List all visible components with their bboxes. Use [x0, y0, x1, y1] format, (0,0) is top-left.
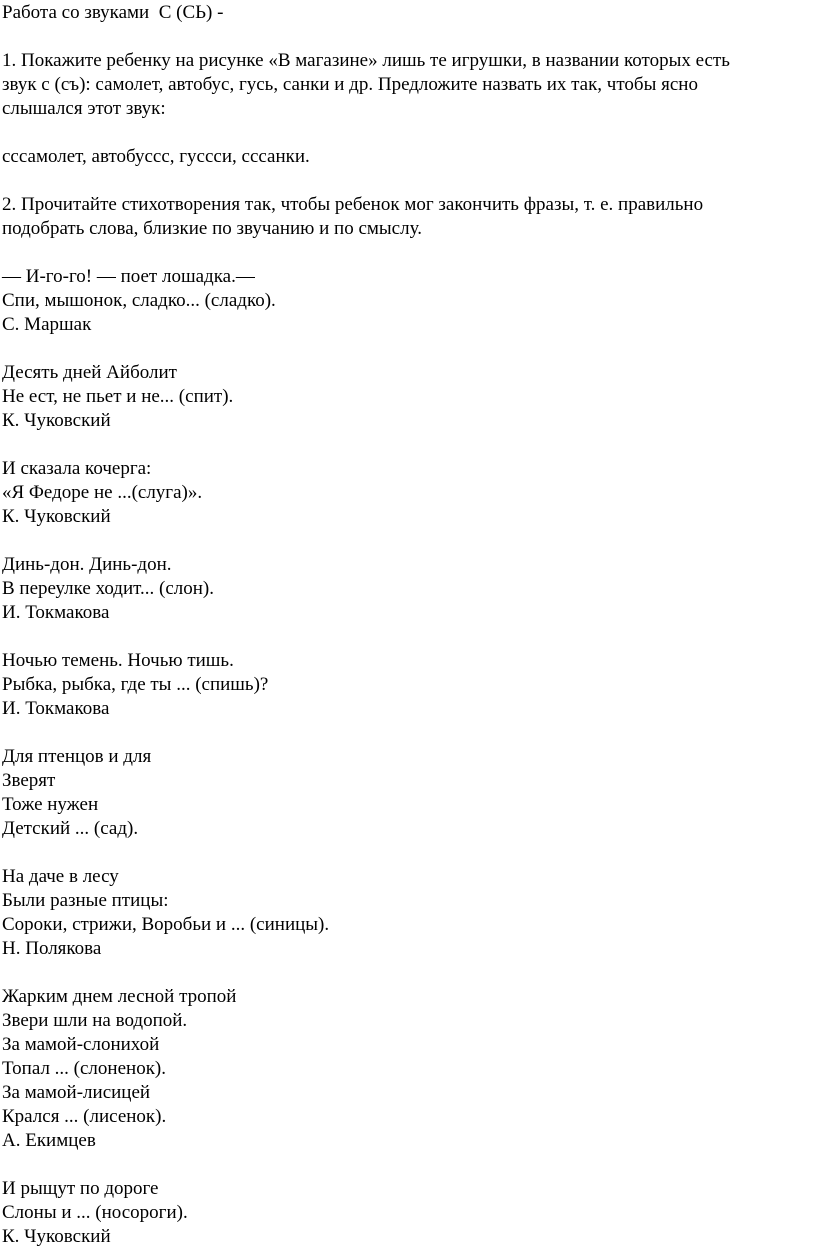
poem-line: За мамой-слонихой: [2, 1034, 160, 1055]
task-1-paragraph: [2, 49, 810, 121]
poem-line: Детский ... (сад).: [2, 818, 139, 839]
poem-line: Для птенцов и для: [2, 746, 152, 767]
spacer: [2, 841, 810, 865]
poem-7: [2, 865, 810, 961]
poem-6: [2, 745, 810, 841]
poem-line: Были разные птицы:: [2, 890, 169, 911]
poem-line: В переулке ходит... (слон).: [2, 578, 214, 599]
poem-1: [2, 265, 810, 337]
poem-line: Слоны и ... (носороги).: [2, 1202, 188, 1223]
spacer: [2, 121, 810, 145]
poem-line: Спи, мышонок, сладко... (сладко).: [2, 290, 276, 311]
task-1-line: звук с (съ): самолет, автобус, гусь, санки и др. Предложите назвать их так, чтобы ясно: [2, 74, 698, 95]
spacer: [2, 625, 810, 649]
task-2-line: 2. Прочитайте стихотворения так, чтобы ребенок мог закончить фразы, т. е. правильно: [2, 194, 704, 215]
poem-line: «Я Федоре не ...(слуга)».: [2, 482, 203, 503]
poem-8: [2, 985, 810, 1153]
poem-9: [2, 1177, 810, 1249]
poem-author: К. Чуковский: [2, 410, 111, 431]
task-2-paragraph: [2, 193, 810, 241]
poem-author: Н. Полякова: [2, 938, 102, 959]
poem-5: [2, 649, 810, 721]
task-1-line: слышался этот звук:: [2, 98, 166, 119]
poem-3: [2, 457, 810, 529]
spacer: [2, 25, 810, 49]
spacer: [2, 241, 810, 265]
poem-line: Топал ... (слоненок).: [2, 1058, 166, 1079]
poem-line: И рыщут по дороге: [2, 1178, 159, 1199]
spacer: [2, 433, 810, 457]
document-page: [2, 1, 810, 1249]
poem-line: Десять дней Айболит: [2, 362, 177, 383]
poem-line: Ночью темень. Ночью тишь.: [2, 650, 234, 671]
spacer: [2, 721, 810, 745]
spacer: [2, 169, 810, 193]
poem-author: И. Токмакова: [2, 602, 110, 623]
poem-line: Крался ... (лисенок).: [2, 1106, 167, 1127]
poem-author: К. Чуковский: [2, 1226, 111, 1247]
poem-2: [2, 361, 810, 433]
poem-author: К. Чуковский: [2, 506, 111, 527]
poem-line: Сороки, стрижи, Воробьи и ... (синицы).: [2, 914, 330, 935]
spacer: [2, 961, 810, 985]
poem-line: Тоже нужен: [2, 794, 99, 815]
task-2-line: подобрать слова, близкие по звучанию и по смыслу.: [2, 218, 422, 239]
poem-line: — И-го-го! — поет лошадка.—: [2, 266, 255, 287]
poem-line: Звери шли на водопой.: [2, 1010, 188, 1031]
task-1-line: 1. Покажите ребенку на рисунке «В магазине» лишь те игрушки, в названии которых есть: [2, 50, 730, 71]
poem-author: А. Екимцев: [2, 1130, 96, 1151]
poem-line: На даче в лесу: [2, 866, 119, 887]
poem-line: Рыбка, рыбка, где ты ... (спишь)?: [2, 674, 269, 695]
spacer: [2, 337, 810, 361]
poem-line: Жарким днем лесной тропой: [2, 986, 237, 1007]
poem-line: И сказала кочерга:: [2, 458, 152, 479]
poem-line: Динь-дон. Динь-дон.: [2, 554, 172, 575]
spacer: [2, 1153, 810, 1177]
task-1-example: сссамолет, автобуссс, гуссси, сссанки.: [2, 146, 310, 167]
spacer: [2, 529, 810, 553]
poem-author: И. Токмакова: [2, 698, 110, 719]
poem-4: [2, 553, 810, 625]
document-title: Работа со звуками С (СЬ) -: [2, 2, 224, 23]
poem-line: За мамой-лисицей: [2, 1082, 151, 1103]
poem-author: С. Маршак: [2, 314, 92, 335]
poem-line: Не ест, не пьет и не... (спит).: [2, 386, 234, 407]
poem-line: Зверят: [2, 770, 56, 791]
